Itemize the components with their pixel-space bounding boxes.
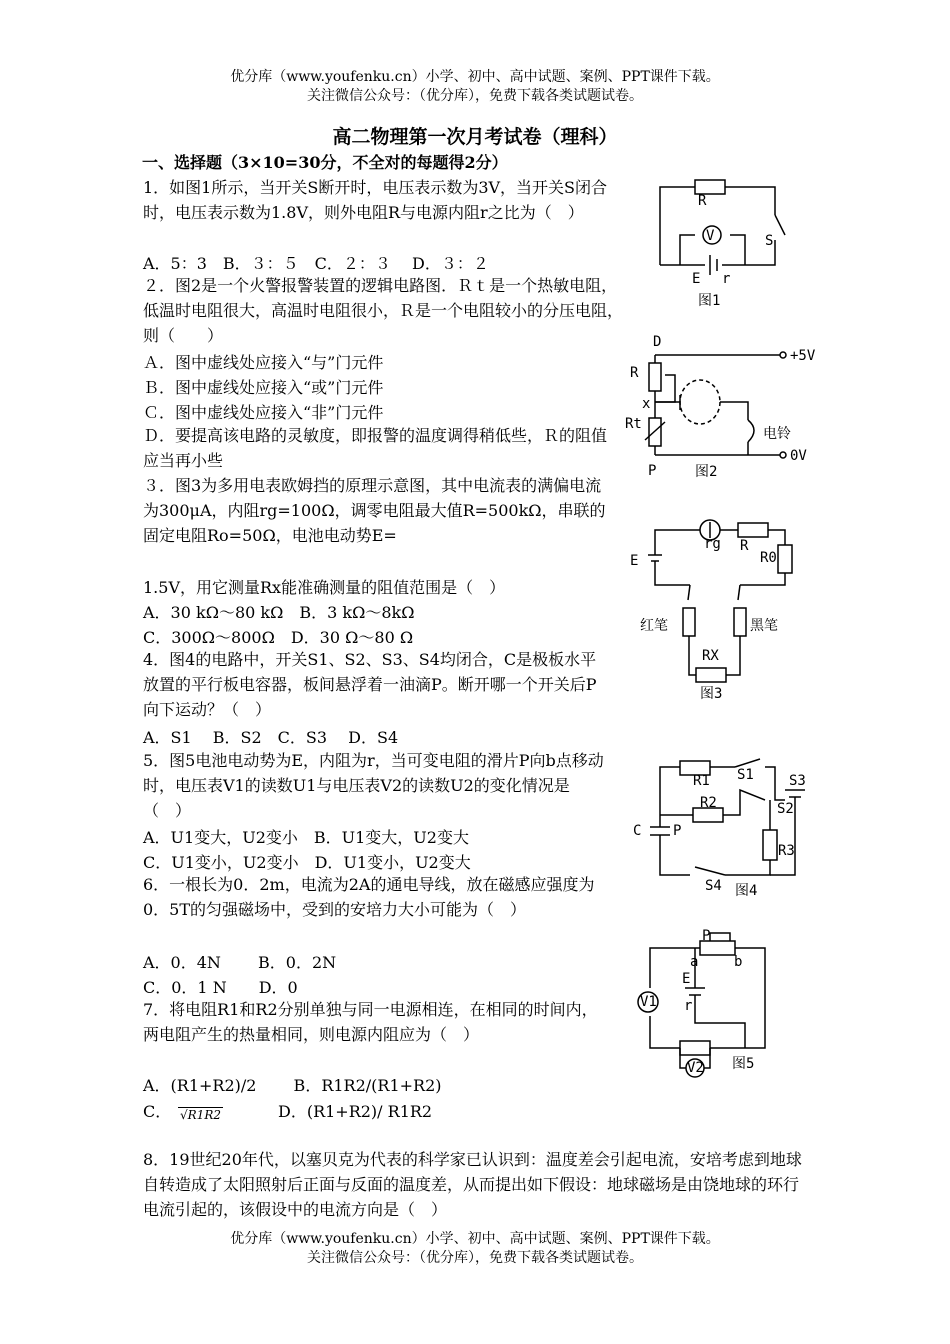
q8-stem: 8．19世纪20年代，以塞贝克为代表的科学家已认识到：温度差会引起电流，安培考虑到地球自转造成了太阳照射后正面与反面的温度差，从而提出如下假设：地球磁场是由饶地球的环行电流引起的，该假设中的电流方向是（ ） xyxy=(143,1150,802,1219)
fig5-v1-label: V1 xyxy=(640,994,657,1010)
fig5-p-label: P xyxy=(702,928,711,944)
fig2-bell-label: 电铃 xyxy=(763,426,791,442)
fig4-r3-label: R3 xyxy=(778,843,795,859)
q5-stem: 5．图5电池电动势为E，内阻为r，当可变电阻的滑片P向b点移动时，电压表V1的读数U1与电压表V2的读数U2的变化情况是（ ） xyxy=(143,751,604,820)
fig1-e-label: E xyxy=(692,271,701,287)
fig1-rr-label: r xyxy=(722,271,731,287)
fig5-v2-label: V2 xyxy=(687,1060,704,1076)
q7-sqrt-formula: √R1R2 xyxy=(180,1108,221,1122)
q3-stem: ３．图3为多用电表欧姆挡的原理示意图，其中电流表的满偏电流为300μA，内阻rg=100Ω，调零电阻最大值R=500kΩ，串联的固定电阻Ro=50Ω，电池电动势E= xyxy=(143,476,606,545)
site-header-line2: 关注微信公众号：（优分库），免费下载各类试题试卷。 xyxy=(307,88,643,104)
figure-2-circuit xyxy=(620,330,835,490)
fig4-caption: 图4 xyxy=(735,883,758,899)
fig3-rg-label: rg xyxy=(704,536,721,552)
fig3-e-label: E xyxy=(630,553,639,569)
site-header-line1: 优分库（www.youfenku.cn）小学、初中、高中试题、案例、PPT课件下载。 xyxy=(230,69,720,85)
fig4-s1-label: S1 xyxy=(737,767,754,783)
site-footer-line1: 优分库（www.youfenku.cn）小学、初中、高中试题、案例、PPT课件下载。 xyxy=(230,1231,720,1247)
fig4-c-label: C xyxy=(633,823,642,839)
fig2-caption: 图2 xyxy=(695,464,718,480)
fig1-r-label: R xyxy=(698,193,707,209)
fig5-e-label: E xyxy=(682,971,691,987)
q1-options: A．5：3 B．３：５ C．２：３ D．３：２ xyxy=(143,254,489,273)
section-heading: 一、选择题（3×10=30分，不全对的每题得2分） xyxy=(142,153,508,172)
fig2-x-label: x xyxy=(642,396,651,412)
fig5-b-label: b xyxy=(734,954,743,970)
fig3-r0-label: R0 xyxy=(760,550,777,566)
fig5-r-label: r xyxy=(684,998,693,1014)
fig5-a-label: a xyxy=(690,954,699,970)
fig3-red-label: 红笔 xyxy=(640,618,668,634)
fig2-0v-label: 0V xyxy=(790,448,807,464)
q2-option-a: Ａ．图中虚线处应接入“与”门元件 xyxy=(143,353,384,372)
fig4-p-label: P xyxy=(673,823,682,839)
q2-option-c: Ｃ．图中虚线处应接入“非”门元件 xyxy=(143,403,384,422)
fig3-rx-label: RX xyxy=(702,648,719,664)
fig4-s2-label: S2 xyxy=(777,801,794,817)
q7-stem: 7．将电阻R1和R2分别单独与同一电源相连，在相同的时间内，两电阻产生的热量相同，则电源内阻应为（ ） xyxy=(143,1000,598,1044)
figure-3-circuit xyxy=(620,500,800,705)
q2-option-d: Ｄ．要提高该电路的灵敏度，即报警的温度调得稍低些，Ｒ的阻值应当再小些 xyxy=(143,426,608,470)
q7-options-ab: A．(R1+R2)/2 B．R1R2/(R1+R2) xyxy=(143,1076,442,1095)
q4-stem: 4．图4的电路中，开关S1、S2、S3、S4均闭合，C是极板水平放置的平行板电容器，板间悬浮着一油滴P。断开哪一个开关后P向下运动？（ ） xyxy=(143,650,597,719)
fig2-5v-label: +5V xyxy=(790,348,816,364)
q6-stem: 6．一根长为0．2m，电流为2A的通电导线，放在磁感应强度为0．5T的匀强磁场中，受到的安培力大小可能为（ ） xyxy=(143,875,595,919)
page-title: 高二物理第一次月考试卷（理科） xyxy=(332,126,618,148)
q2-option-b: Ｂ．图中虚线处应接入“或”门元件 xyxy=(143,378,384,397)
fig4-r2-label: R2 xyxy=(700,795,717,811)
q1-stem: 1．如图1所示，当开关S断开时，电压表示数为3V，当开关S闭合时，电压表示数为1.8V，则外电阻R与电源内阻r之比为（ ） xyxy=(143,178,608,222)
fig5-caption: 图5 xyxy=(732,1056,755,1072)
fig2-d-label: D xyxy=(653,334,662,350)
fig3-caption: 图3 xyxy=(700,686,723,702)
fig1-v-label: V xyxy=(706,228,715,244)
q6-options-ab: A．0．4N B．0．2N xyxy=(143,953,337,972)
q6-options-cd: C．0．1 N D．0 xyxy=(143,978,298,997)
fig1-caption: 图1 xyxy=(698,293,721,309)
fig2-rt-label: Rt xyxy=(625,416,642,432)
figure-4-circuit xyxy=(625,755,815,905)
q2-stem: ２．图2是一个火警报警装置的逻辑电路图．Ｒｔ是一个热敏电阻，低温时电阻很大，高温时电阻很小，Ｒ是一个电阻较小的分压电阻，则（ ） xyxy=(143,276,624,345)
q5-options-ab: A．U1变大，U2变小 B．U1变大，U2变大 xyxy=(143,828,469,847)
site-footer-line2: 关注微信公众号：（优分库），免费下载各类试题试卷。 xyxy=(307,1250,643,1266)
fig2-r-label: R xyxy=(630,365,639,381)
fig4-r1-label: R1 xyxy=(693,773,710,789)
fig1-s-label: S xyxy=(765,233,774,249)
q3-options-ab: A．30 kΩ～80 kΩ B．3 kΩ～8kΩ xyxy=(143,603,415,622)
q4-options: A．S1 B．S2 C．S3 D．S4 xyxy=(143,728,399,747)
fig3-r-label: R xyxy=(740,538,749,554)
q7-option-c: C． xyxy=(143,1102,172,1121)
q3-options-cd: C．300Ω～800Ω D．30 Ω～80 Ω xyxy=(143,628,414,647)
fig4-s3-label: S3 xyxy=(789,773,806,789)
figure-1-circuit xyxy=(650,175,790,320)
fig3-black-label: 黑笔 xyxy=(750,618,778,634)
q7-option-d: D．(R1+R2)/ R1R2 xyxy=(278,1102,433,1121)
fig2-p-label: P xyxy=(648,463,657,479)
q3-stem-continued: 1.5V，用它测量Rx能准确测量的阻值范围是（ ） xyxy=(143,578,506,597)
q5-options-cd: C．U1变小，U2变小 D．U1变小，U2变大 xyxy=(143,853,471,872)
fig4-s4-label: S4 xyxy=(705,878,722,894)
figure-5-circuit xyxy=(630,928,780,1088)
